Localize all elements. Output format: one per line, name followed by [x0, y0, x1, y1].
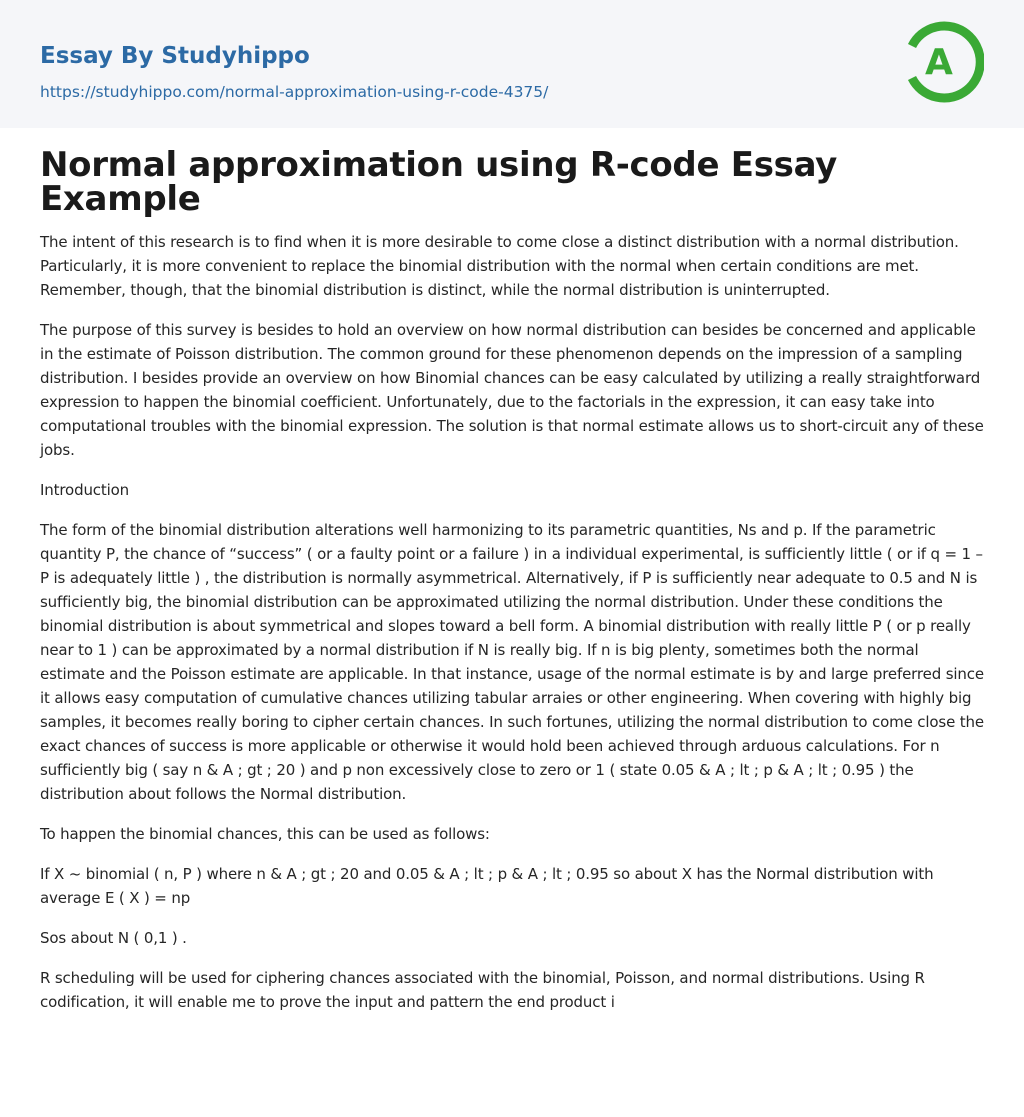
section-heading-introduction: Introduction: [40, 481, 130, 499]
paragraph-2: The purpose of this survey is besides to hold an overview on how normal distribution can besides be concerned and applicable in the estimate of Poisson distribution. The common ground for these phenomenon depends on the impression of a sampling distribution. I besides provide an overview on how Binomial chances can be easy calculated by utilizing a really straightforward expression to happen the binomial coefficient. Unfortunately, due to the factorials in the expression, it can easy take into computational troubles with the binomial expression. The solution is that normal estimate allows us to short-circuit any of these jobs.: [40, 321, 984, 459]
logo-letter: A: [925, 42, 953, 83]
site-title[interactable]: Essay By Studyhippo: [40, 43, 310, 69]
paragraph-7: R scheduling will be used for ciphering chances associated with the binomial, Poisson, and normal distributions. Using R codification, it will enable me to prove the input and pattern the end product i: [40, 969, 925, 1011]
paragraph-5: If X ~ binomial ( n, P ) where n & A ; gt ; 20 and 0.05 & A ; lt ; p & A ; lt ; 0.95 so about X has the Normal distribution with average E ( X ) = np: [40, 865, 934, 907]
paragraph-4: To happen the binomial chances, this can be used as follows:: [40, 825, 490, 843]
paragraph-1: The intent of this research is to find when it is more desirable to come close a distinct distribution with a normal distribution. Particularly, it is more convenient to replace the binomial distribution with the normal when certain conditions are met. Remember, though, that the binomial distribution is distinct, while the normal distribution is uninterrupted.: [40, 233, 959, 299]
article: [0, 145, 1024, 1014]
paragraph-6: Sos about N ( 0,1 ) .: [40, 929, 187, 947]
article-url-link[interactable]: https://studyhippo.com/normal-approximation-using-r-code-4375/: [40, 83, 549, 101]
paragraph-3: The form of the binomial distribution alterations well harmonizing to its parametric quantities, Ns and p. If the parametric quantity P, the chance of “success” ( or a faulty point or a failure ) in a individual experimental, is sufficiently little ( or if q = 1 – P is adequately little ) , the distribution is normally asymmetrical. Alternatively, if P is sufficiently near adequate to 0.5 and N is sufficiently big, the binomial distribution can be approximated utilizing the normal distribution. Under these conditions the binomial distribution is about symmetrical and slopes toward a bell form. A binomial distribution with really little P ( or p really near to 1 ) can be approximated by a normal distribution if N is really big. If n is big plenty, sometimes both the normal estimate and the Poisson estimate are applicable. In that instance, usage of the normal estimate is by and large preferred since it allows easy computation of cumulative chances utilizing tabular arraies or other engineering. When covering with highly big samples, it becomes really boring to cipher certain chances. In such fortunes, utilizing the normal distribution to come close the exact chances of success is more applicable or otherwise it would hold been achieved through arduous calculations. For n sufficiently big ( say n & A ; gt ; 20 ) and p non excessively close to zero or 1 ( state 0.05 & A ; lt ; p & A ; lt ; 0.95 ) the distribution about follows the Normal distribution.: [40, 521, 984, 803]
page-title: Normal approximation using R-code Essay Example: [40, 145, 838, 219]
site-header: [0, 0, 1024, 128]
studyhippo-logo-icon[interactable]: [900, 20, 984, 104]
